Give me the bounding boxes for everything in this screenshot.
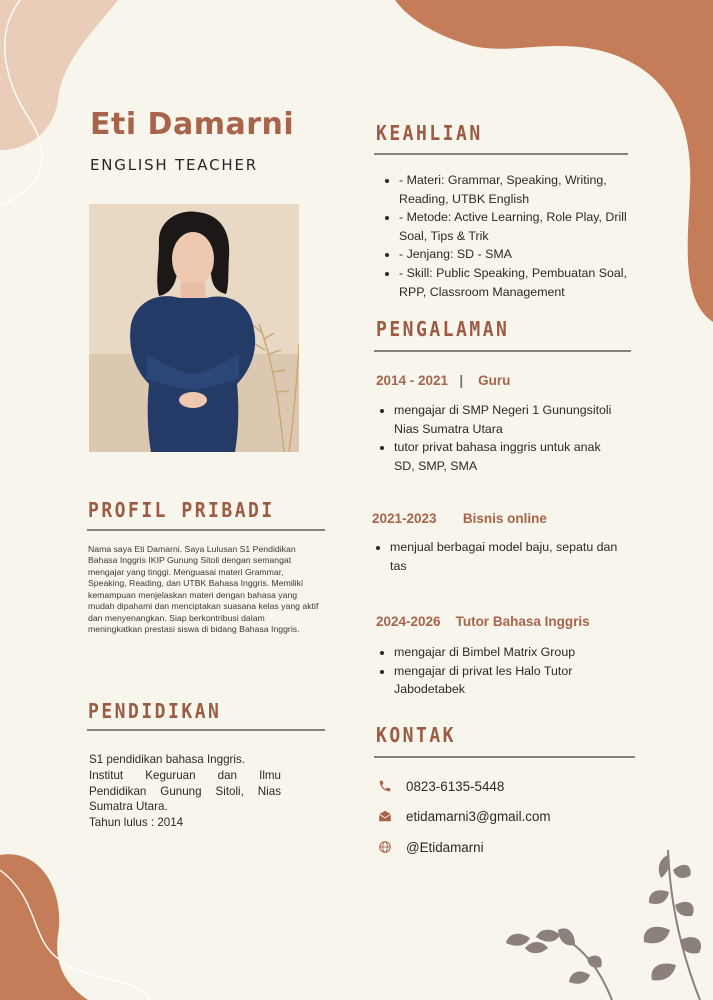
job-years: 2021-2023 bbox=[372, 511, 437, 526]
job-heading bbox=[372, 511, 547, 527]
experience-title: PENGALAMAN bbox=[376, 317, 510, 342]
phone-icon bbox=[378, 779, 392, 793]
job-duty: • menjual berbagai model baju, sepatu dan tas bbox=[390, 538, 635, 575]
education-year: Tahun lulus : 2014 bbox=[89, 816, 184, 830]
skill-item: • - Metode: Active Learning, Role Play, Drill Soal, Tips & Trik bbox=[399, 208, 649, 245]
skill-item: • - Skill: Public Speaking, Pembuatan Soal, RPP, Classroom Management bbox=[399, 264, 649, 301]
person-name: Eti Damarni bbox=[90, 107, 295, 142]
hands bbox=[179, 392, 207, 408]
portrait-illustration bbox=[89, 204, 299, 452]
education-divider bbox=[87, 729, 325, 731]
contact-email-row bbox=[378, 806, 551, 826]
job-years: 2024-2026 bbox=[376, 614, 441, 629]
education-title: PENDIDIKAN bbox=[88, 699, 222, 724]
job-position: Tutor Bahasa Inggris bbox=[455, 614, 590, 629]
job-separator: | bbox=[459, 373, 464, 388]
profile-photo bbox=[89, 204, 299, 452]
job-duty: • tutor privat bahasa inggris untuk anak SD, SMP, SMA bbox=[394, 438, 614, 475]
contact-phone-row bbox=[378, 776, 504, 796]
job-duties-list bbox=[376, 643, 624, 699]
contact-title: KONTAK bbox=[376, 723, 457, 748]
job-duty: • mengajar di SMP Negeri 1 Gunungsitoli Nias Sumatra Utara bbox=[394, 401, 614, 438]
skills-divider bbox=[374, 153, 628, 155]
face bbox=[172, 232, 214, 286]
phone-number[interactable]: 0823-6135-5448 bbox=[406, 778, 505, 794]
email-address[interactable]: etidamarni3@gmail.com bbox=[406, 808, 551, 824]
skills-title: KEAHLIAN bbox=[376, 121, 483, 146]
skill-item: • - Jenjang: SD - SMA bbox=[399, 245, 649, 264]
profile-divider bbox=[87, 529, 325, 531]
job-duties-list bbox=[372, 538, 635, 575]
leaf-branch-decoration bbox=[506, 850, 701, 1000]
profile-title: PROFIL PRIBADI bbox=[88, 498, 275, 523]
social-handle[interactable]: @Etidamarni bbox=[406, 839, 484, 855]
skills-list bbox=[381, 171, 649, 301]
job-role: ENGLISH TEACHER bbox=[90, 156, 258, 174]
job-position: Guru bbox=[478, 373, 511, 388]
job-heading bbox=[376, 373, 510, 389]
job-duty: • mengajar di Bimbel Matrix Group bbox=[394, 643, 624, 662]
job-position: Bisnis online bbox=[462, 511, 547, 526]
job-years: 2014 - 2021 bbox=[376, 373, 449, 388]
skill-item: • - Materi: Grammar, Speaking, Writing, Reading, UTBK English bbox=[399, 171, 649, 208]
profile-text: Nama saya Eti Damarni. Saya Lulusan S1 Pendidikan Bahasa Inggris IKIP Gunung Sitoli dengan semangat mengajar yang tinggi. Menguasai materi Grammar, Speaking, Reading, dan UTBK Bahasa Inggris. Memiliki kemampuan menjelaskan materi dengan bahasa yang mudah dipahami dan menciptakan suasana kelas yang aktif dan menyenangkan. Siap berkontribusi dalam meningkatkan prestasi siswa di bidang Bahasa Inggris. bbox=[88, 544, 319, 635]
education-institution: Institut Keguruan dan Ilmu Pendidikan Gunung Sitoli, Nias Sumatra Utara. bbox=[89, 768, 281, 814]
job-duties-list bbox=[376, 401, 614, 475]
education-details bbox=[89, 752, 281, 831]
contact-divider bbox=[374, 756, 635, 758]
job-duty: • mengajar di privat les Halo Tutor Jabodetabek bbox=[394, 662, 624, 699]
job-heading bbox=[376, 614, 590, 630]
experience-divider bbox=[374, 350, 631, 352]
contact-social-row bbox=[378, 837, 484, 857]
mail-icon bbox=[378, 809, 392, 823]
education-degree: S1 pendidikan bahasa Inggris. bbox=[89, 753, 245, 766]
bottom-left-blob bbox=[0, 854, 88, 1000]
globe-icon bbox=[378, 840, 392, 854]
